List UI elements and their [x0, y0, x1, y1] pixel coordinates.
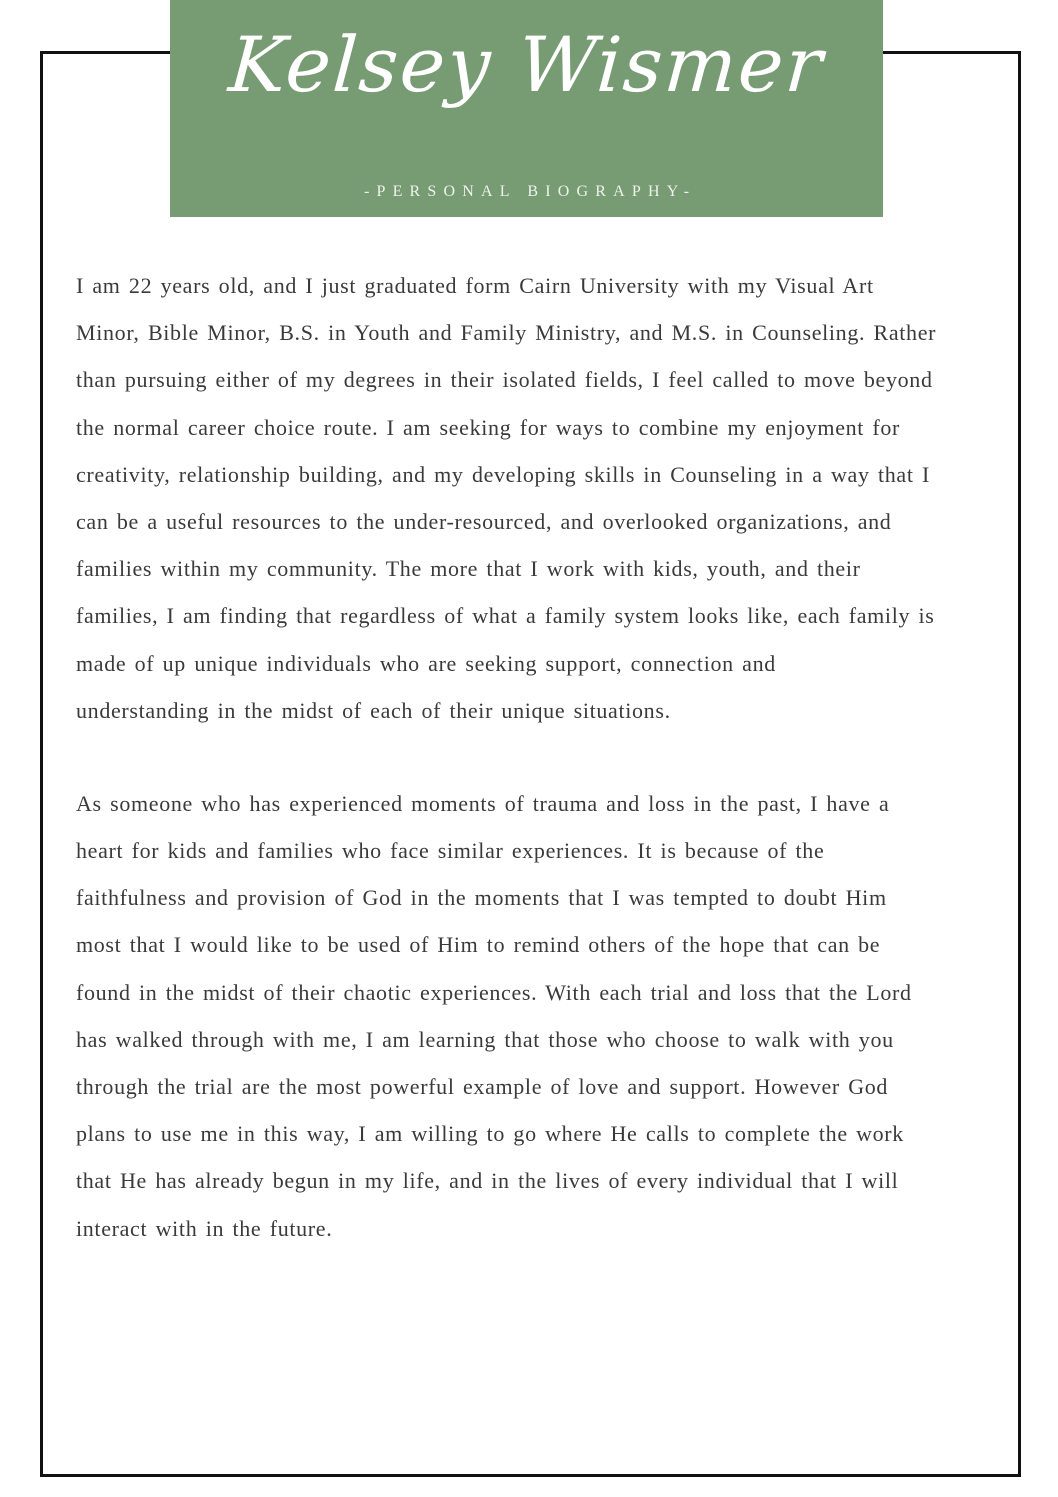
page-title: Kelsey Wismer — [226, 20, 827, 109]
text-line: has walked through with me, I am learning that those who choose to walk with you — [76, 1026, 894, 1052]
text-line: Minor, Bible Minor, B.S. in Youth and Family Ministry, and M.S. in Counseling. Rather — [76, 320, 937, 346]
text-line: interact with in the future. — [76, 1215, 333, 1241]
text-line: understanding in the midst of each of their unique situations. — [76, 697, 671, 723]
text-line: that He has already begun in my life, and in the lives of every individual that I will — [76, 1168, 899, 1194]
paragraph-1 — [76, 262, 1016, 734]
text-line: plans to use me in this way, I am willing to go where He calls to complete the work — [76, 1121, 904, 1147]
text-line: found in the midst of their chaotic experiences. With each trial and loss that the Lord — [76, 979, 912, 1005]
text-line: As someone who has experienced moments of trauma and loss in the past, I have a — [76, 790, 890, 816]
text-line: made of up unique individuals who are seeking support, connection and — [76, 650, 776, 676]
biography-text — [76, 262, 1016, 1252]
header-banner — [170, 0, 883, 217]
text-line: heart for kids and families who face similar experiences. It is because of the — [76, 838, 825, 864]
text-line: families, I am finding that regardless of what a family system looks like, each family is — [76, 603, 935, 629]
text-line: I am 22 years old, and I just graduated form Cairn University with my Visual Art — [76, 273, 874, 298]
text-line: can be a useful resources to the under-resourced, and overlooked organizations, and — [76, 508, 892, 534]
text-line: faithfulness and provision of God in the moments that I was tempted to doubt Him — [76, 885, 887, 911]
text-line: families within my community. The more that I work with kids, youth, and their — [76, 556, 861, 582]
paragraph-2 — [76, 780, 1016, 1252]
text-line: creativity, relationship building, and my developing skills in Counseling in a way that I — [76, 461, 930, 487]
header-subtitle: -PERSONAL BIOGRAPHY- — [363, 183, 697, 200]
text-line: the normal career choice route. I am seeking for ways to combine my enjoyment for — [76, 414, 901, 440]
text-line: through the trial are the most powerful example of love and support. However God — [76, 1074, 889, 1099]
text-line: most that I would like to be used of Him to remind others of the hope that can be — [76, 932, 881, 958]
text-line: than pursuing either of my degrees in their isolated fields, I feel called to move beyond — [76, 367, 933, 393]
